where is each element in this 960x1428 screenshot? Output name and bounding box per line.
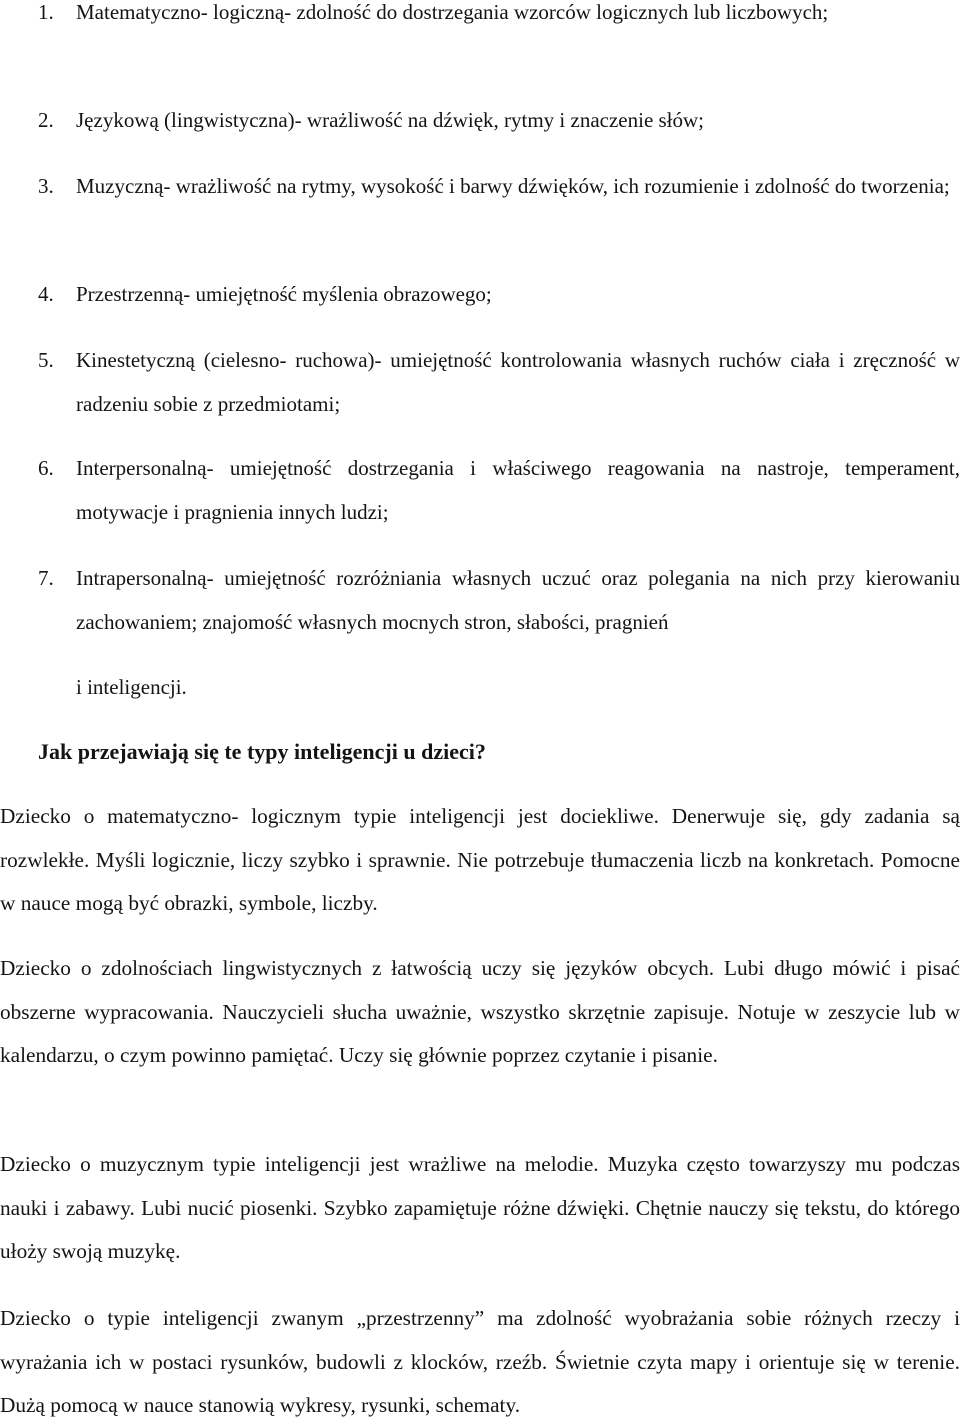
- list-text: Interpersonalną- umiejętność dostrzegania i właściwego reagowania na nastroje, temperament, motywacje i pragnienia innych ludzi;: [76, 456, 960, 524]
- list-text: Przestrzenną- umiejętność myślenia obrazowego;: [76, 282, 492, 306]
- paragraph-logical: Dziecko o matematyczno- logicznym typie inteligencji jest dociekliwe. Denerwuje się, gdy zadania są rozwlekłe. Myśli logicznie, liczy szybko i sprawnie. Nie potrzebuje tłumaczenia liczb na konkretach. Pomocne w nauce mogą być obrazki, symbole, liczby.: [0, 804, 960, 915]
- list-number: 2.: [38, 108, 54, 132]
- list-item-6: [0, 446, 960, 534]
- list-continuation: i inteligencji.: [76, 675, 187, 699]
- list-text: Muzyczną- wrażliwość na rytmy, wysokość i barwy dźwięków, ich rozumienie i zdolność do tworzenia;: [76, 174, 950, 198]
- list-number: 3.: [38, 174, 54, 198]
- list-number: 6.: [38, 456, 54, 480]
- list-item-7: [0, 556, 960, 709]
- paragraph-spatial: Dziecko o typie inteligencji zwanym „przestrzenny” ma zdolność wyobrażania sobie różnych rzeczy i wyrażania ich w postaci rysunków, budowli z klocków, rzeźb. Świetnie czyta mapy i orientuje się w terenie. Dużą pomocą w nauce stanowią wykresy, rysunki, schematy.: [0, 1306, 960, 1417]
- list-number: 1.: [38, 0, 54, 24]
- list-text: Kinestetyczną (cielesno- ruchowa)- umiejętność kontrolowania własnych ruchów ciała i zręczność w radzeniu sobie z przedmiotami;: [76, 348, 960, 416]
- list-number: 4.: [38, 282, 54, 306]
- list-text: Matematyczno- logiczną- zdolność do dostrzegania wzorców logicznych lub liczbowych;: [76, 0, 829, 24]
- list-item-3: [0, 164, 960, 208]
- list-number: 5.: [38, 348, 54, 372]
- list-text: Intrapersonalną- umiejętność rozróżniania własnych uczuć oraz polegania na nich przy kierowaniu zachowaniem; znajomość własnych mocnych stron, słabości, pragnień: [76, 566, 960, 634]
- list-item-4: [0, 272, 960, 316]
- paragraph-linguistic: Dziecko o zdolnościach lingwistycznych z łatwością uczy się języków obcych. Lubi długo mówić i pisać obszerne wypracowania. Nauczycieli słucha uważnie, wszystko skrzętnie zapisuje. Notuje w zeszycie lub w kalendarzu, o czym powinno pamiętać. Uczy się głównie poprzez czytanie i pisanie.: [0, 956, 960, 1067]
- list-item-2: [0, 98, 960, 142]
- list-number: 7.: [38, 566, 54, 590]
- list-item-5: [0, 338, 960, 426]
- section-heading: Jak przejawiają się te typy inteligencji u dzieci?: [38, 739, 486, 764]
- list-text: Językową (lingwistyczna)- wrażliwość na dźwięk, rytmy i znaczenie słów;: [76, 108, 705, 132]
- list-item-1: [0, 0, 960, 34]
- paragraph-musical: Dziecko o muzycznym typie inteligencji jest wrażliwe na melodie. Muzyka często towarzyszy mu podczas nauki i zabawy. Lubi nucić piosenki. Szybko zapamiętuje różne dźwięki. Chętnie nauczy się tekstu, do którego ułoży swoją muzykę.: [0, 1152, 960, 1263]
